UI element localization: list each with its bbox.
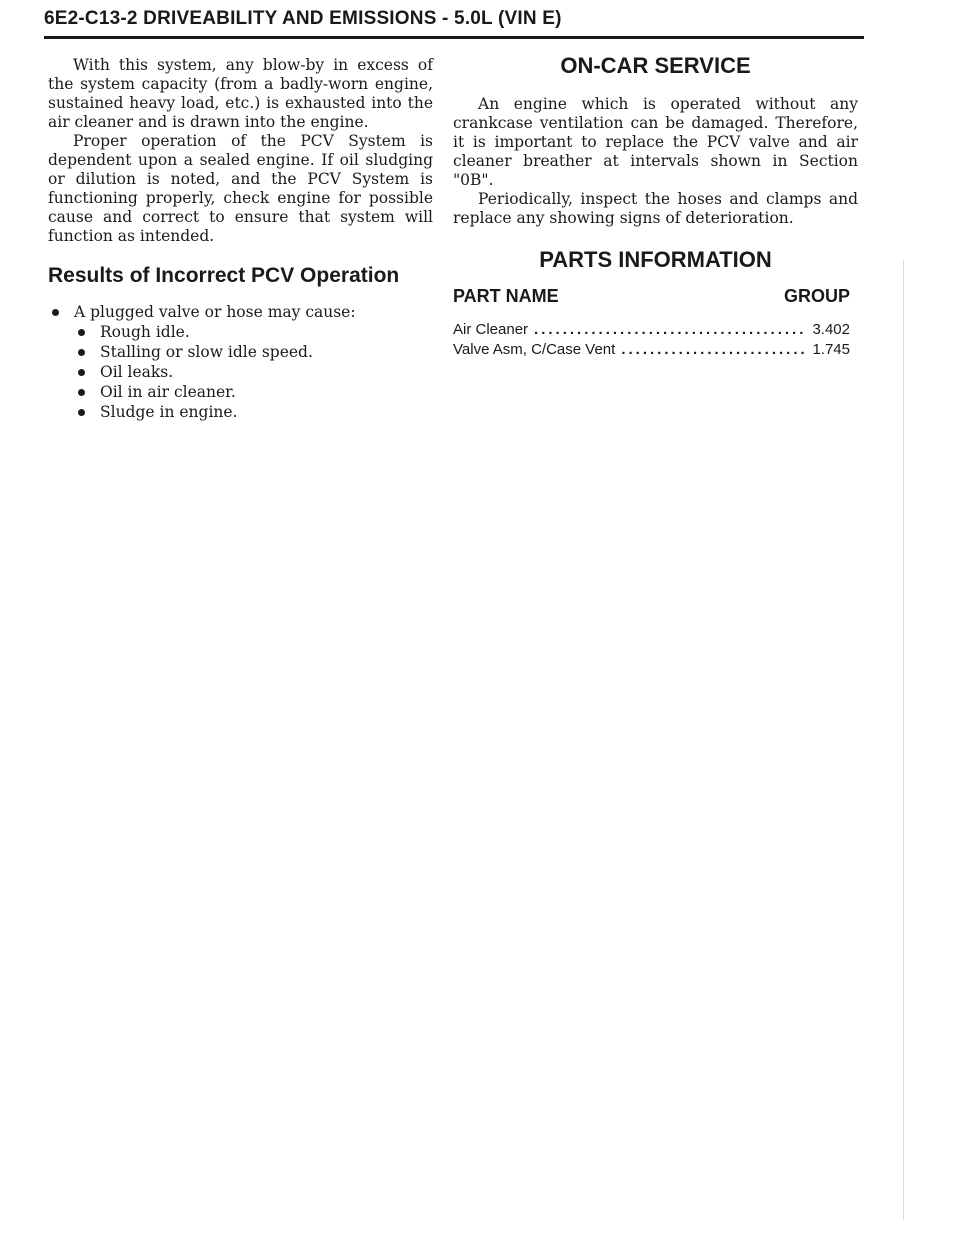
part-group: 1.745 [812,341,850,358]
dot-leader [621,340,806,360]
part-name: Valve Asm, C/Case Vent [453,341,616,358]
list-item: Rough idle. [74,323,433,342]
dot-leader [534,320,806,340]
parts-table-header [453,287,858,306]
pcv-operation-paragraph: Proper operation of the PCV System is dependent upon a sealed engine. If oil sludging or dilution is noted, and the PCV System is functioning properly, check engine for possible cause and correct to ensure that system will function as intended. [48,132,433,245]
oncar-paragraph-1: An engine which is operated without any crankcase ventilation can be damaged. Therefore, it is important to replace the PCV valve and air cleaner breather at intervals shown in Section "0B". [453,95,858,189]
page-edge-line [903,260,904,1220]
oncar-paragraph-2: Periodically, inspect the hoses and clamps and replace any showing signs of deterioration. [453,190,858,227]
bullet-main-text: A plugged valve or hose may cause: [74,303,356,321]
causes-list [48,303,433,422]
list-item: Oil leaks. [74,363,433,382]
list-item [48,303,433,422]
table-row [453,340,858,360]
part-name: Air Cleaner [453,321,529,338]
parts-col-group: GROUP [783,286,850,306]
part-group: 3.402 [812,321,850,338]
list-item: Stalling or slow idle speed. [74,343,433,362]
parts-col-name: PART NAME [453,286,559,306]
header-rule [44,36,864,39]
parts-information-heading: PARTS INFORMATION [539,247,772,272]
left-column [48,56,433,423]
page-header: 6E2-C13-2 DRIVEABILITY AND EMISSIONS - 5.0L (VIN E) [44,8,562,29]
results-heading: Results of Incorrect PCV Operation [48,264,400,287]
right-column [453,53,858,360]
sub-causes-list [74,323,433,422]
table-row [453,320,858,340]
oncar-service-heading: ON-CAR SERVICE [560,53,751,78]
list-item: Oil in air cleaner. [74,383,433,402]
pcv-capacity-paragraph: With this system, any blow-by in excess of the system capacity (from a badly-worn engine, sustained heavy load, etc.) is exhausted into the air cleaner and is drawn into the engine. [48,56,433,131]
list-item: Sludge in engine. [74,403,433,422]
